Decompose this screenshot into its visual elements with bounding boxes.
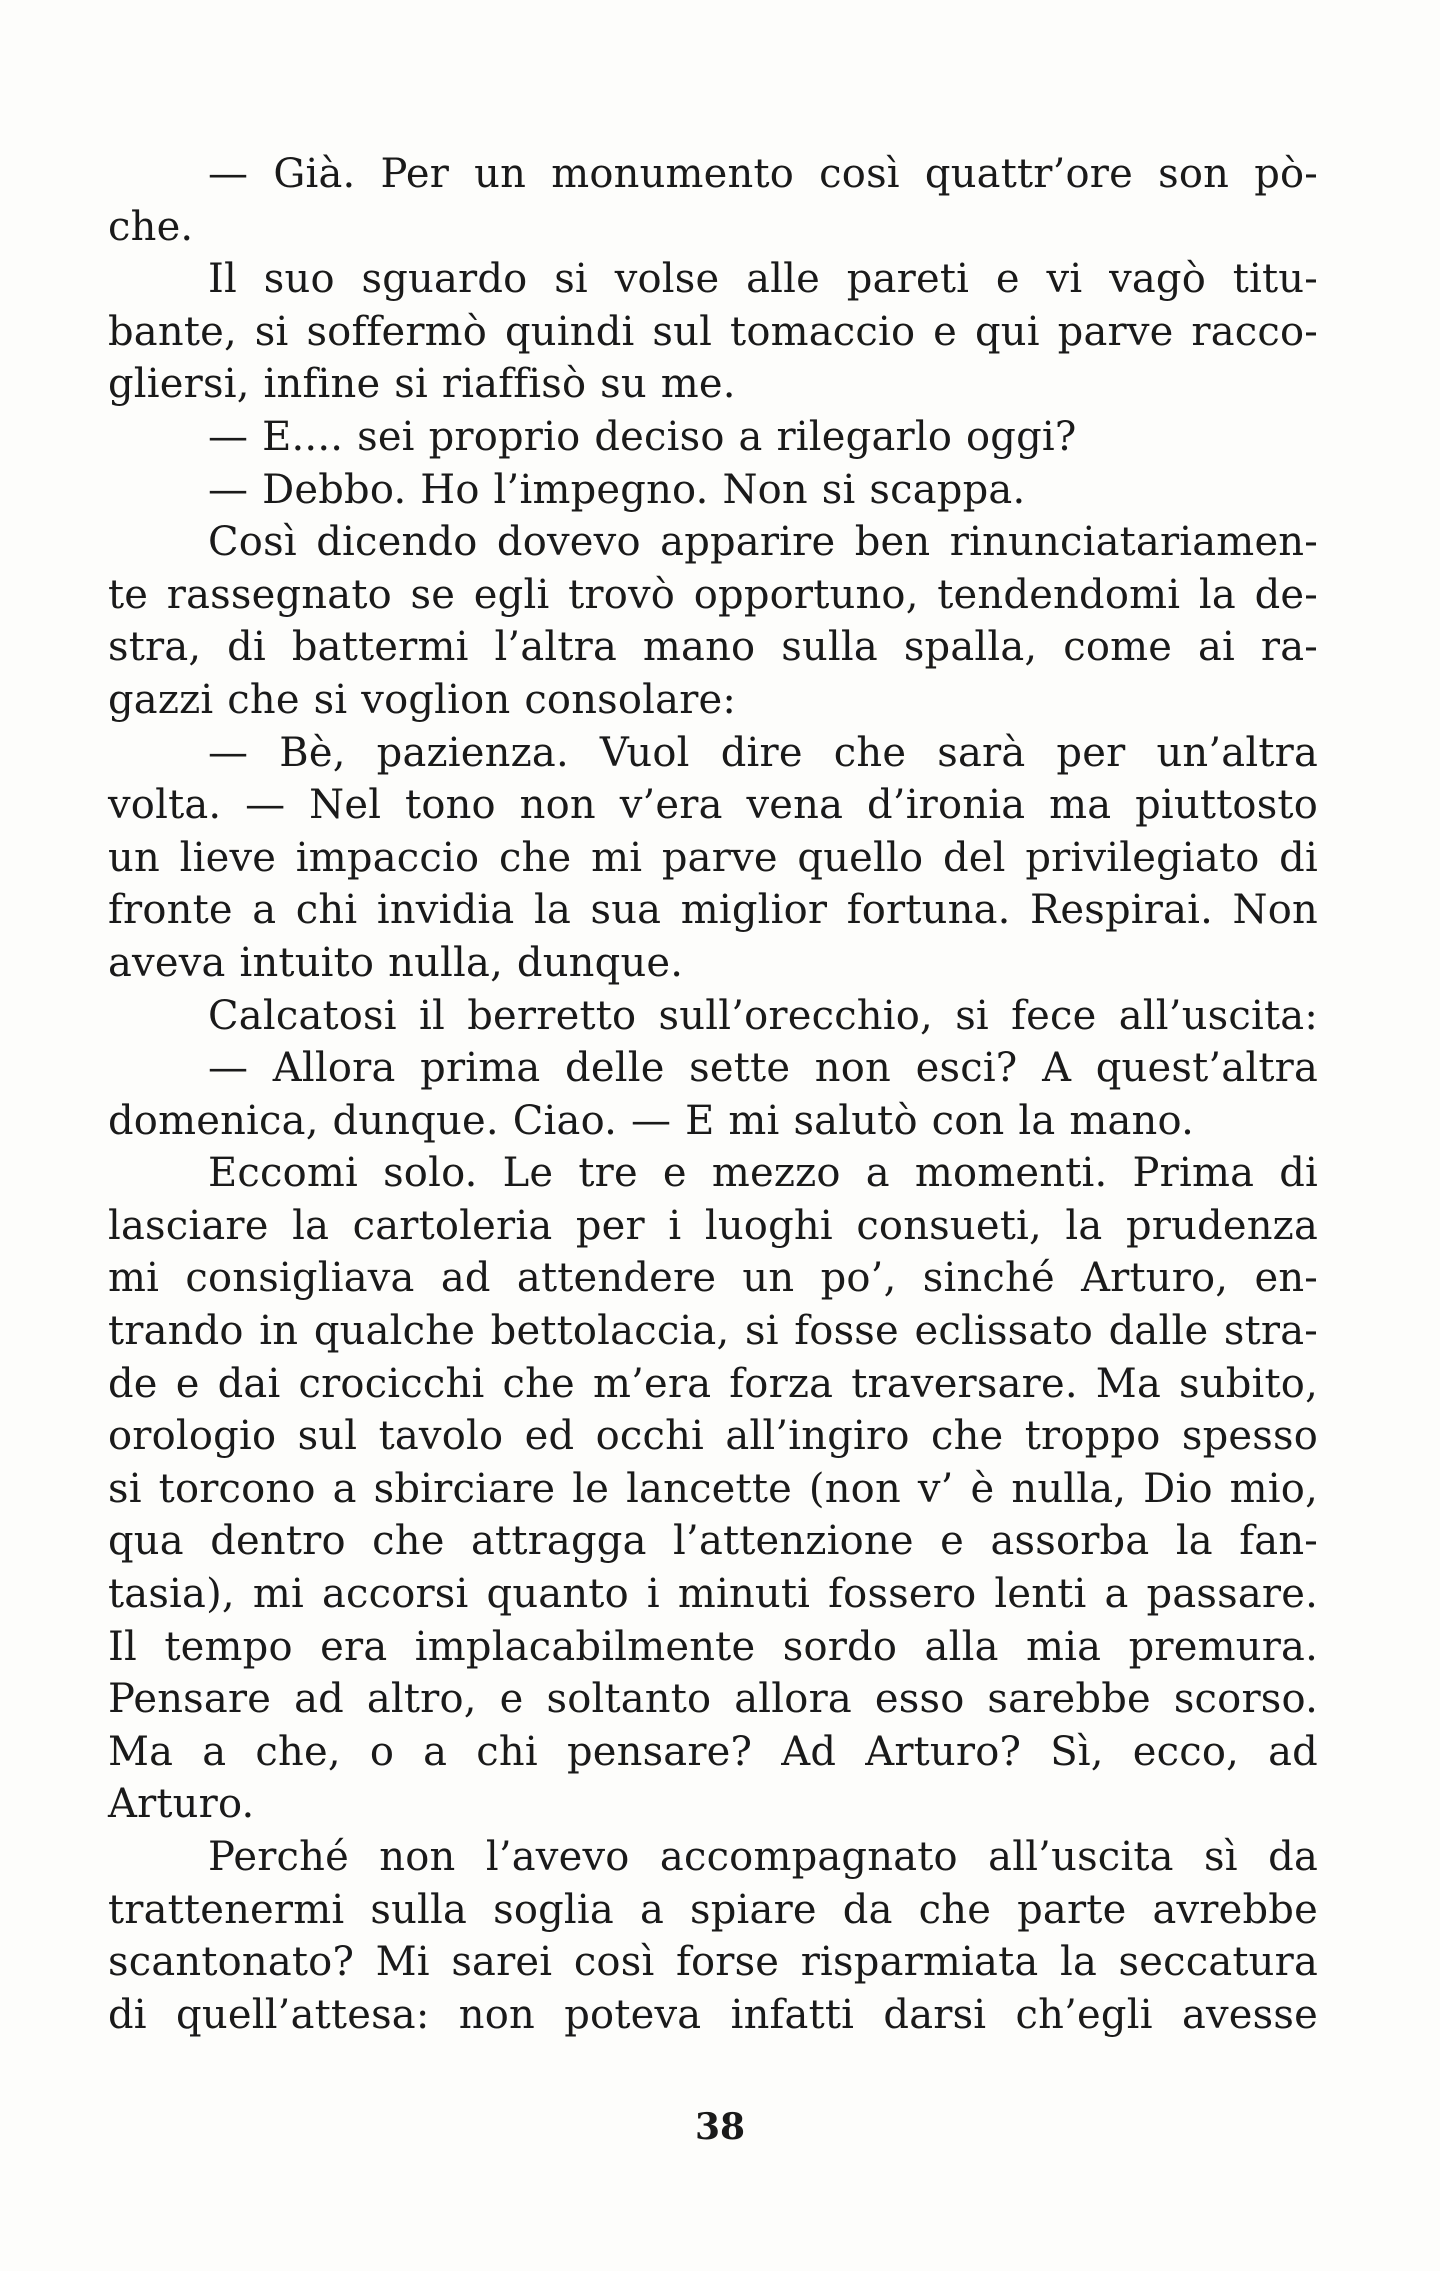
text-line: di quell’attesa: non poteva infatti darsi ch’egli avesse — [108, 1991, 1318, 2038]
text-line: orologio sul tavolo ed occhi all’ingiro che troppo spesso — [108, 1413, 1318, 1460]
text-line: trattenermi sulla soglia a spiare da che parte avrebbe — [108, 1886, 1318, 1933]
text-line: gazzi che si voglion consolare: — [108, 676, 737, 723]
text-line: domenica, dunque. Ciao. — E mi salutò con la mano. — [108, 1097, 1194, 1144]
text-line: te rassegnato se egli trovò opportuno, tendendomi la de- — [108, 571, 1318, 618]
text-line: Eccomi solo. Le tre e mezzo a momenti. Prima di — [208, 1150, 1318, 1197]
text-line: Calcatosi il berretto sull’orecchio, si fece all’uscita: — [208, 992, 1318, 1039]
text-line: Ma a che, o a chi pensare? Ad Arturo? Sì, ecco, ad — [108, 1728, 1318, 1775]
text-line: un lieve impaccio che mi parve quello del privilegiato di — [108, 834, 1318, 881]
text-line: volta. — Nel tono non v’era vena d’ironia ma piuttosto — [108, 782, 1318, 829]
text-line: — Già. Per un monumento così quattr’ore son pò- — [208, 151, 1318, 197]
text-line: aveva intuito nulla, dunque. — [108, 939, 684, 986]
text-line: bante, si soffermò quindi sul tomaccio e qui parve racco- — [108, 308, 1318, 355]
text-line: scantonato? Mi sarei così forse risparmiata la seccatura — [108, 1939, 1318, 1986]
text-line: lasciare la cartoleria per i luoghi consueti, la prudenza — [108, 1202, 1318, 1249]
text-line: Il suo sguardo si volse alle pareti e vi vagò titu- — [208, 256, 1318, 303]
text-line: Così dicendo dovevo apparire ben rinunciatariamen- — [208, 519, 1318, 566]
body-text — [108, 148, 1318, 2041]
text-line: — Bè, pazienza. Vuol dire che sarà per un’altra — [208, 729, 1318, 776]
text-line: — Allora prima delle sette non esci? A quest’altra — [208, 1045, 1318, 1092]
text-line: tasia), mi accorsi quanto i minuti fossero lenti a passare. — [108, 1571, 1318, 1618]
text-line: stra, di battermi l’altra mano sulla spalla, come ai ra- — [108, 624, 1318, 671]
text-line: de e dai crocicchi che m’era forza traversare. Ma subito, — [108, 1360, 1318, 1407]
text-line: — E.... sei proprio deciso a rilegarlo oggi? — [208, 413, 1077, 460]
text-line: si torcono a sbirciare le lancette (non v’ è nulla, Dio mio, — [108, 1465, 1318, 1512]
text-line: che. — [108, 203, 194, 250]
text-line: Pensare ad altro, e soltanto allora esso sarebbe scorso. — [108, 1676, 1318, 1723]
text-line: gliersi, infine si riaffisò su me. — [108, 361, 736, 408]
text-line: qua dentro che attragga l’attenzione e assorba la fan- — [108, 1518, 1318, 1565]
text-line: Il tempo era implacabilmente sordo alla mia premura. — [108, 1623, 1318, 1670]
text-line: — Debbo. Ho l’impegno. Non si scappa. — [208, 466, 1026, 513]
text-line: Perché non l’avevo accompagnato all’uscita sì da — [208, 1834, 1318, 1880]
text-line: fronte a chi invidia la sua miglior fortuna. Respirai. Non — [108, 887, 1318, 934]
page-number: 38 — [694, 2106, 746, 2148]
text-line: trando in qualche bettolaccia, si fosse eclissato dalle stra- — [108, 1308, 1318, 1355]
text-line: Arturo. — [108, 1781, 255, 1828]
text-line: mi consigliava ad attendere un po’, sinché Arturo, en- — [108, 1255, 1318, 1302]
